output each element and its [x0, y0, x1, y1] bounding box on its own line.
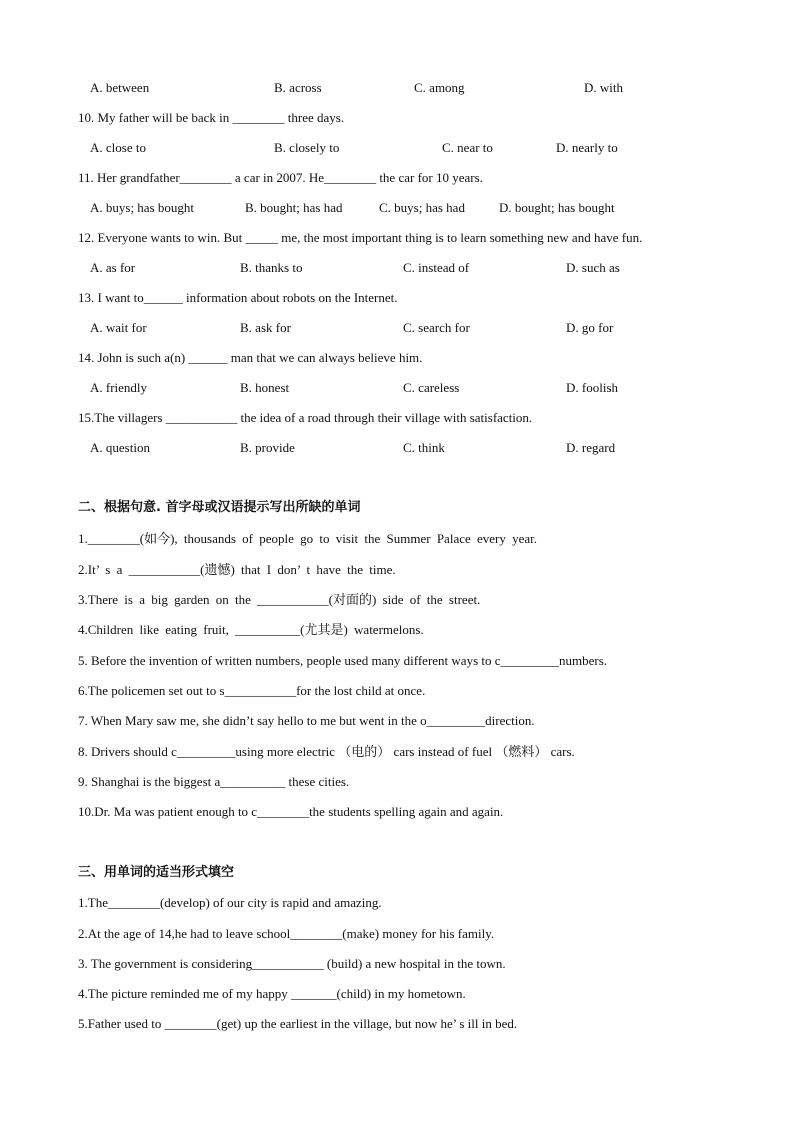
option-c: C. instead of — [403, 260, 470, 275]
section-2-item-10: 10.Dr. Ma was patient enough to c________the students spelling again and again. — [78, 804, 504, 819]
option-a: A. between — [90, 80, 150, 95]
option-a: A. friendly — [90, 380, 148, 395]
option-a: A. buys; has bought — [90, 200, 194, 215]
section-3-item-1: 1.The________(develop) of our city is rapid and amazing. — [78, 895, 382, 910]
option-b: B. provide — [240, 440, 295, 455]
option-c: C. think — [403, 440, 445, 455]
section-2-item-2: 2.It’ s a ___________(遗憾) that I don’ t have the time. — [78, 562, 396, 577]
option-d: D. such as — [566, 260, 620, 275]
section-2-item-5: 5. Before the invention of written numbers, people used many different ways to c_________numbers. — [78, 653, 608, 668]
question-10-options — [90, 139, 710, 157]
option-b: B. honest — [240, 380, 290, 395]
question-14-stem: 14. John is such a(n) ______ man that we can always believe him. — [78, 350, 423, 365]
option-d: D. go for — [566, 320, 614, 335]
option-c: C. search for — [403, 320, 470, 335]
option-d: D. bought; has bought — [499, 200, 615, 215]
question-12-stem: 12. Everyone wants to win. But _____ me, the most important thing is to learn something new and have fun. — [78, 230, 643, 245]
option-d: D. with — [584, 80, 623, 95]
option-d: D. foolish — [566, 380, 618, 395]
q9-options — [90, 79, 710, 97]
question-10-stem: 10. My father will be back in ________ three days. — [78, 110, 345, 125]
option-c: C. buys; has had — [379, 200, 465, 215]
option-a: A. close to — [90, 140, 146, 155]
option-a: A. wait for — [90, 320, 147, 335]
option-d: D. nearly to — [556, 140, 618, 155]
option-c: C. among — [414, 80, 465, 95]
section-2-item-7: 7. When Mary saw me, she didn’t say hello to me but went in the o_________direction. — [78, 713, 535, 728]
option-b: B. thanks to — [240, 260, 303, 275]
question-11-stem: 11. Her grandfather________ a car in 2007. He________ the car for 10 years. — [78, 170, 483, 185]
option-a: A. question — [90, 440, 150, 455]
section-2-heading: 二、根据句意. 首字母或汉语提示写出所缺的单词 — [78, 500, 361, 515]
section-3-item-2: 2.At the age of 14,he had to leave school________(make) money for his family. — [78, 926, 495, 941]
option-b: B. ask for — [240, 320, 291, 335]
question-15-options — [90, 439, 710, 457]
question-13-stem: 13. I want to______ information about robots on the Internet. — [78, 290, 398, 305]
section-2-item-6: 6.The policemen set out to s___________for the lost child at once. — [78, 683, 426, 698]
question-13-options — [90, 319, 710, 337]
section-2-item-3: 3.There is a big garden on the ___________(对面的) side of the street. — [78, 592, 481, 607]
option-a: A. as for — [90, 260, 136, 275]
question-11-options — [90, 199, 710, 217]
section-2-item-9: 9. Shanghai is the biggest a__________ these cities. — [78, 774, 350, 789]
option-b: B. closely to — [274, 140, 340, 155]
section-3-item-4: 4.The picture reminded me of my happy _______(child) in my hometown. — [78, 986, 466, 1001]
section-3-heading: 三、用单词的适当形式填空 — [78, 865, 235, 880]
option-b: B. across — [274, 80, 322, 95]
section-3-item-5: 5.Father used to ________(get) up the earliest in the village, but now he’ s ill in bed. — [78, 1016, 518, 1031]
option-c: C. careless — [403, 380, 460, 395]
option-d: D. regard — [566, 440, 616, 455]
option-c: C. near to — [442, 140, 493, 155]
section-3-item-3: 3. The government is considering___________ (build) a new hospital in the town. — [78, 956, 506, 971]
section-2-item-4: 4.Children like eating fruit, __________(尤其是) watermelons. — [78, 622, 424, 637]
question-14-options — [90, 379, 710, 397]
question-15-stem: 15.The villagers ___________ the idea of a road through their village with satisfaction. — [78, 410, 533, 425]
section-2-item-1: 1.________(如今), thousands of people go to visit the Summer Palace every year. — [78, 531, 538, 546]
section-2-item-8: 8. Drivers should c_________using more electric （电的） cars instead of fuel （燃料） cars. — [78, 744, 575, 759]
question-12-options — [90, 259, 710, 277]
option-b: B. bought; has had — [245, 200, 343, 215]
